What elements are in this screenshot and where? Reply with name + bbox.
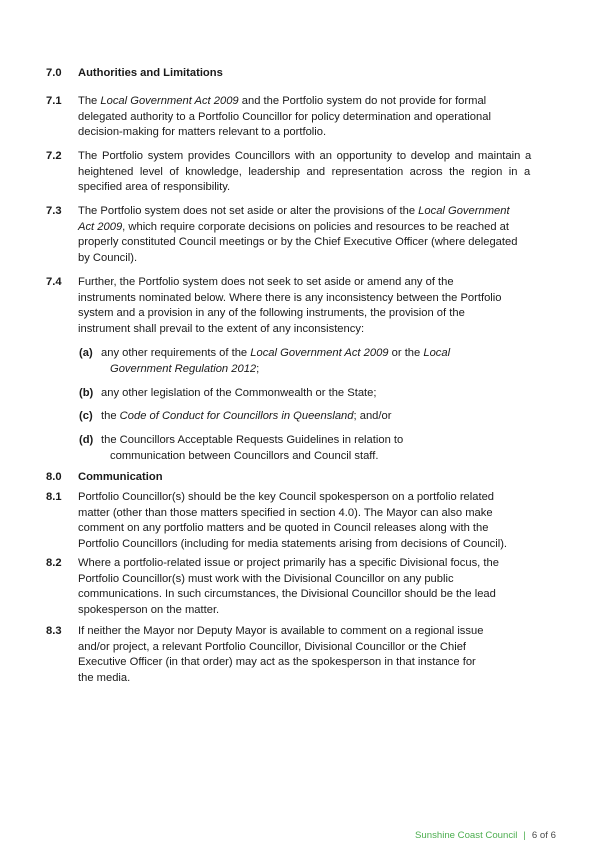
section-number: 8.0 xyxy=(46,471,62,483)
clause-text xyxy=(78,490,556,552)
clause-number: 7.4 xyxy=(46,276,62,288)
text-run: , which require corporate decisions on policies and resources to be reached at xyxy=(122,220,509,233)
section-number: 7.0 xyxy=(46,67,62,79)
clause-number: 8.2 xyxy=(46,557,62,569)
text-line: instrument shall prevail to the extent of any inconsistency: xyxy=(78,322,365,335)
clause-number: 7.1 xyxy=(46,95,62,107)
section-title: Authorities and Limitations xyxy=(78,67,223,79)
text-line: communications. In such circumstances, the Divisional Councillor should be the lead xyxy=(78,588,496,601)
section-title: Communication xyxy=(78,471,163,483)
text-run: any other requirements of the xyxy=(101,347,251,359)
list-label: (a) xyxy=(79,347,93,359)
list-label: (b) xyxy=(79,387,94,399)
clause-text xyxy=(78,94,556,141)
text-line: by Council). xyxy=(78,251,138,264)
text-line: delegated authority to a Portfolio Councillor for policy determination and operational xyxy=(78,110,491,123)
clause-text xyxy=(78,275,556,337)
clause-number: 7.3 xyxy=(46,205,62,217)
clause-text xyxy=(78,624,556,686)
page-footer xyxy=(415,830,556,841)
clause-text xyxy=(78,204,556,266)
text-line: spokesperson on the matter. xyxy=(78,603,220,616)
clause-number: 8.1 xyxy=(46,491,62,503)
text-run: and the Portfolio system do not provide for formal xyxy=(238,95,487,107)
act-title: Local Government Act 2009 xyxy=(100,95,239,107)
act-title: Local Government Act 2009 xyxy=(250,347,389,359)
list-label: (d) xyxy=(79,434,94,446)
text-line: Portfolio Councillor(s) should be the key Council spokesperson on a portfolio related xyxy=(78,491,495,503)
page-number: 6 of 6 xyxy=(531,830,556,841)
text-line: decision-making for matters relevant to a portfolio. xyxy=(78,126,327,139)
text-line: heightened level of knowledge, leadership and representation across the region in a xyxy=(78,165,531,178)
text-line: matter (other than those matters specified in section 4.0). The Mayor can also make xyxy=(78,506,493,519)
text-run: ; and/or xyxy=(353,410,392,422)
text-line: properly constituted Council meetings or by the Chief Executive Officer (where delegated xyxy=(78,236,518,249)
clause-number: 8.3 xyxy=(46,625,62,637)
list-text xyxy=(101,433,541,464)
act-title: Local Government xyxy=(418,205,510,217)
code-title: Code of Conduct for Councillors in Queensland xyxy=(119,410,354,422)
text-line: Executive Officer (in that order) may act as the spokesperson in that instance for xyxy=(78,656,476,669)
text-run: the xyxy=(101,410,120,422)
text-line: Further, the Portfolio system does not seek to set aside or amend any of the xyxy=(78,276,454,288)
footer-separator: | xyxy=(523,830,526,841)
organisation-name: Sunshine Coast Council xyxy=(415,830,518,841)
text-run: The xyxy=(78,95,101,107)
act-title: Government Regulation 2012 xyxy=(110,362,257,375)
text-line: the media. xyxy=(78,671,131,684)
text-line: instruments nominated below. Where there is any inconsistency between the Portfolio xyxy=(78,291,502,304)
text-run: ; xyxy=(256,362,260,375)
act-title: Local xyxy=(423,347,451,359)
text-line: and/or project, a relevant Portfolio Councillor, Divisional Councillor or the Chief xyxy=(78,640,467,653)
text-line: Where a portfolio-related issue or project primarily has a specific Divisional focus, the xyxy=(78,557,499,569)
text-line: specified area of responsibility. xyxy=(78,181,231,194)
list-text xyxy=(101,346,541,377)
text-line: comment on any portfolio matters and be quoted in Council releases along with the xyxy=(78,522,489,535)
text-line: The Portfolio system provides Councillors with an opportunity to develop and maintain a xyxy=(78,150,532,162)
list-text xyxy=(101,409,541,425)
list-label: (c) xyxy=(79,410,93,422)
list-text xyxy=(101,386,541,402)
text-line: any other legislation of the Commonwealth or the State; xyxy=(101,387,377,399)
text-line: communication between Councillors and Council staff. xyxy=(110,449,379,462)
clause-number: 7.2 xyxy=(46,150,62,162)
clause-text xyxy=(78,149,556,196)
text-line: system and a provision in any of the following instruments, the provision of the xyxy=(78,307,465,320)
act-title: Act 2009 xyxy=(78,220,123,233)
text-run: The Portfolio system does not set aside or alter the provisions of the xyxy=(78,205,419,217)
text-line: Portfolio Councillors (including for media statements arising from decisions of Council). xyxy=(78,537,508,550)
text-run: or the xyxy=(388,347,424,359)
text-line: Portfolio Councillor(s) must work with the Divisional Councillor on any public xyxy=(78,572,454,585)
clause-text xyxy=(78,556,556,618)
text-line: the Councillors Acceptable Requests Guidelines in relation to xyxy=(101,434,404,446)
text-line: If neither the Mayor nor Deputy Mayor is available to comment on a regional issue xyxy=(78,625,484,637)
